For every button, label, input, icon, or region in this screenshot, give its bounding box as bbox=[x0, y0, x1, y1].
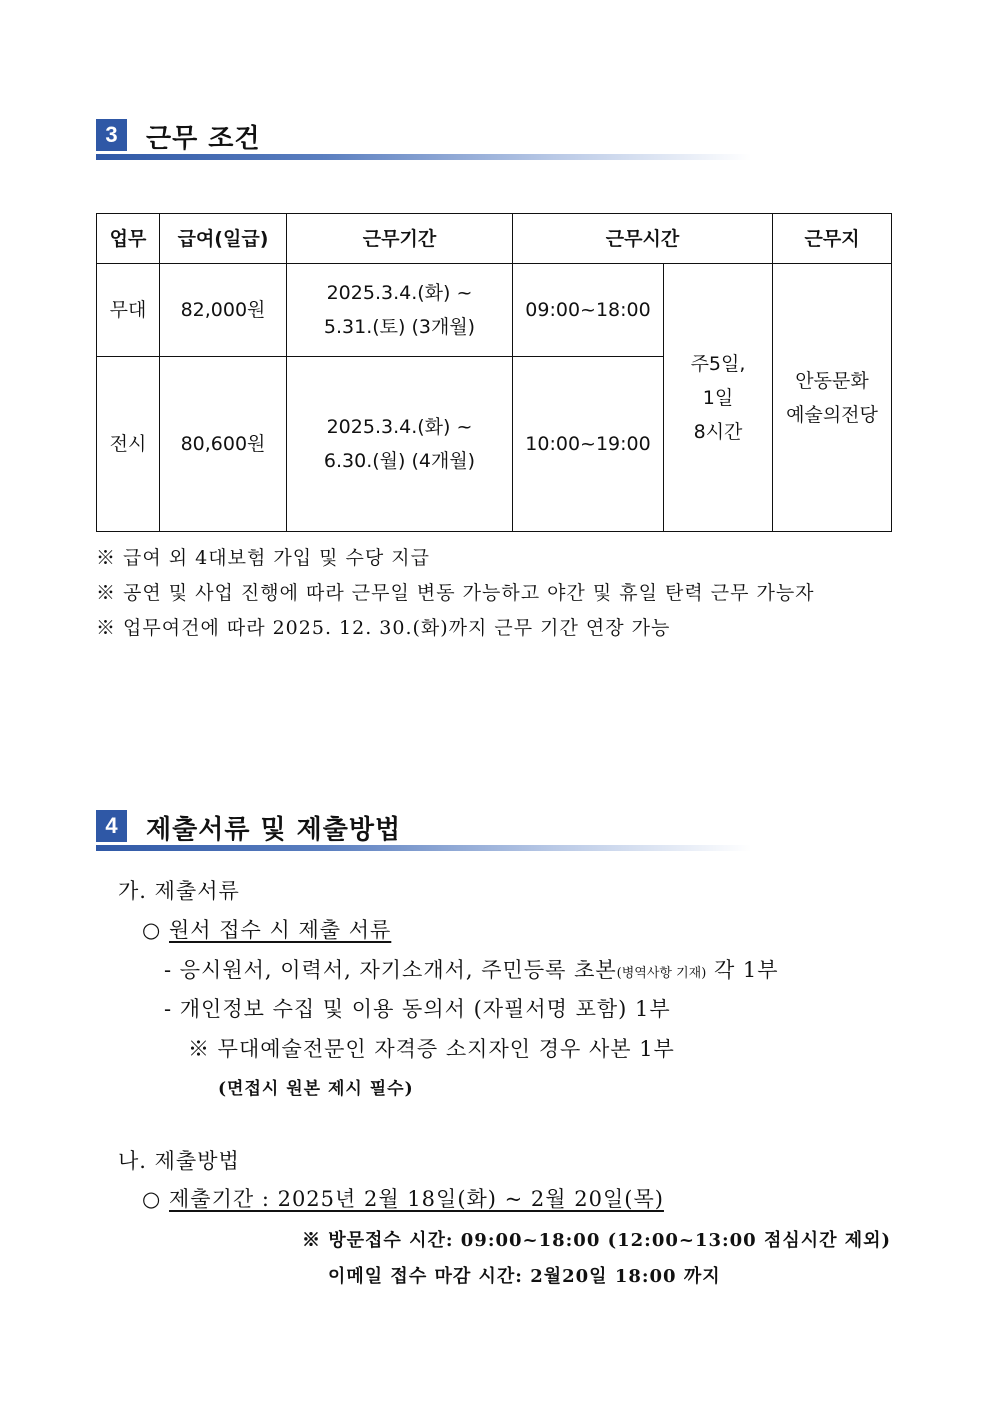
cell-duty: 무대 bbox=[97, 264, 160, 357]
bullet-documents-text: 원서 접수 시 제출 서류 bbox=[169, 918, 392, 942]
cell-location bbox=[773, 264, 892, 532]
document-note-sub: (면접시 원본 제시 필수) bbox=[218, 1079, 414, 1099]
bullet-circle: ○ bbox=[142, 1187, 162, 1211]
work-conditions-table bbox=[96, 213, 892, 532]
cell-hours: 10:00~19:00 bbox=[513, 357, 664, 532]
section-underline-bar bbox=[96, 845, 751, 851]
section-underline-bar bbox=[96, 154, 751, 160]
note-extension: ※ 업무여건에 따라 2025. 12. 30.(화)까지 근무 기간 연장 가능 bbox=[96, 617, 671, 639]
bullet-circle: ○ bbox=[142, 918, 162, 942]
period-line: 2025.3.4.(화) ~ bbox=[326, 282, 473, 304]
cell-workdays bbox=[664, 264, 773, 532]
document-item: - 개인정보 수집 및 이용 동의서 (자필서명 포함) 1부 bbox=[164, 997, 671, 1021]
bullet-documents bbox=[142, 914, 391, 944]
document-item-note: (병역사항 기재) bbox=[616, 966, 707, 981]
section-number-badge: 4 bbox=[96, 810, 127, 842]
bullet-period bbox=[142, 1183, 664, 1213]
period-line: 6.30.(월) (4개월) bbox=[323, 450, 476, 472]
document-item-main: - 응시원서, 이력서, 자기소개서, 주민등록 초본 bbox=[164, 958, 617, 982]
workdays-line: 8시간 bbox=[693, 420, 743, 443]
cell-period bbox=[287, 357, 513, 532]
header-location: 근무지 bbox=[773, 214, 892, 264]
document-item bbox=[164, 954, 779, 984]
section-number-badge: 3 bbox=[96, 119, 127, 151]
note-insurance: ※ 급여 외 4대보험 가입 및 수당 지급 bbox=[96, 547, 430, 569]
section-title: 제출서류 및 제출방법 bbox=[146, 815, 402, 845]
bullet-period-text: 제출기간 : 2025년 2월 18일(화) ~ 2월 20일(목) bbox=[169, 1187, 664, 1211]
header-hours: 근무시간 bbox=[513, 214, 773, 264]
cell-pay: 82,000원 bbox=[160, 264, 287, 357]
subheading-method: 나. 제출방법 bbox=[118, 1149, 240, 1173]
table-row bbox=[97, 264, 892, 357]
note-flexible-work: ※ 공연 및 사업 진행에 따라 근무일 변동 가능하고 야간 및 휴일 탄력 근무 가능자 bbox=[96, 582, 815, 604]
document-item-tail: 각 1부 bbox=[706, 958, 779, 982]
cell-period bbox=[287, 264, 513, 357]
visit-hours-note: ※ 방문접수 시간: 09:00~18:00 (12:00~13:00 점심시간 제외) bbox=[302, 1230, 892, 1251]
period-line: 5.31.(토) (3개월) bbox=[323, 316, 476, 338]
location-line: 예술의전당 bbox=[786, 403, 878, 426]
subheading-documents: 가. 제출서류 bbox=[118, 879, 240, 903]
header-period: 근무기간 bbox=[287, 214, 513, 264]
document-note: ※ 무대예술전문인 자격증 소지자인 경우 사본 1부 bbox=[188, 1037, 675, 1061]
section-title: 근무 조건 bbox=[146, 124, 261, 154]
location-line: 안동문화 bbox=[795, 369, 869, 392]
header-duty: 업무 bbox=[97, 214, 160, 264]
header-pay: 급여(일급) bbox=[160, 214, 287, 264]
period-line: 2025.3.4.(화) ~ bbox=[326, 416, 473, 438]
workdays-line: 주5일, bbox=[690, 352, 746, 375]
table-header-row bbox=[97, 214, 892, 264]
cell-duty: 전시 bbox=[97, 357, 160, 532]
email-deadline-note: 이메일 접수 마감 시간: 2월20일 18:00 까지 bbox=[328, 1266, 721, 1287]
cell-hours: 09:00~18:00 bbox=[513, 264, 664, 357]
workdays-line: 1일 bbox=[702, 386, 734, 409]
cell-pay: 80,600원 bbox=[160, 357, 287, 532]
